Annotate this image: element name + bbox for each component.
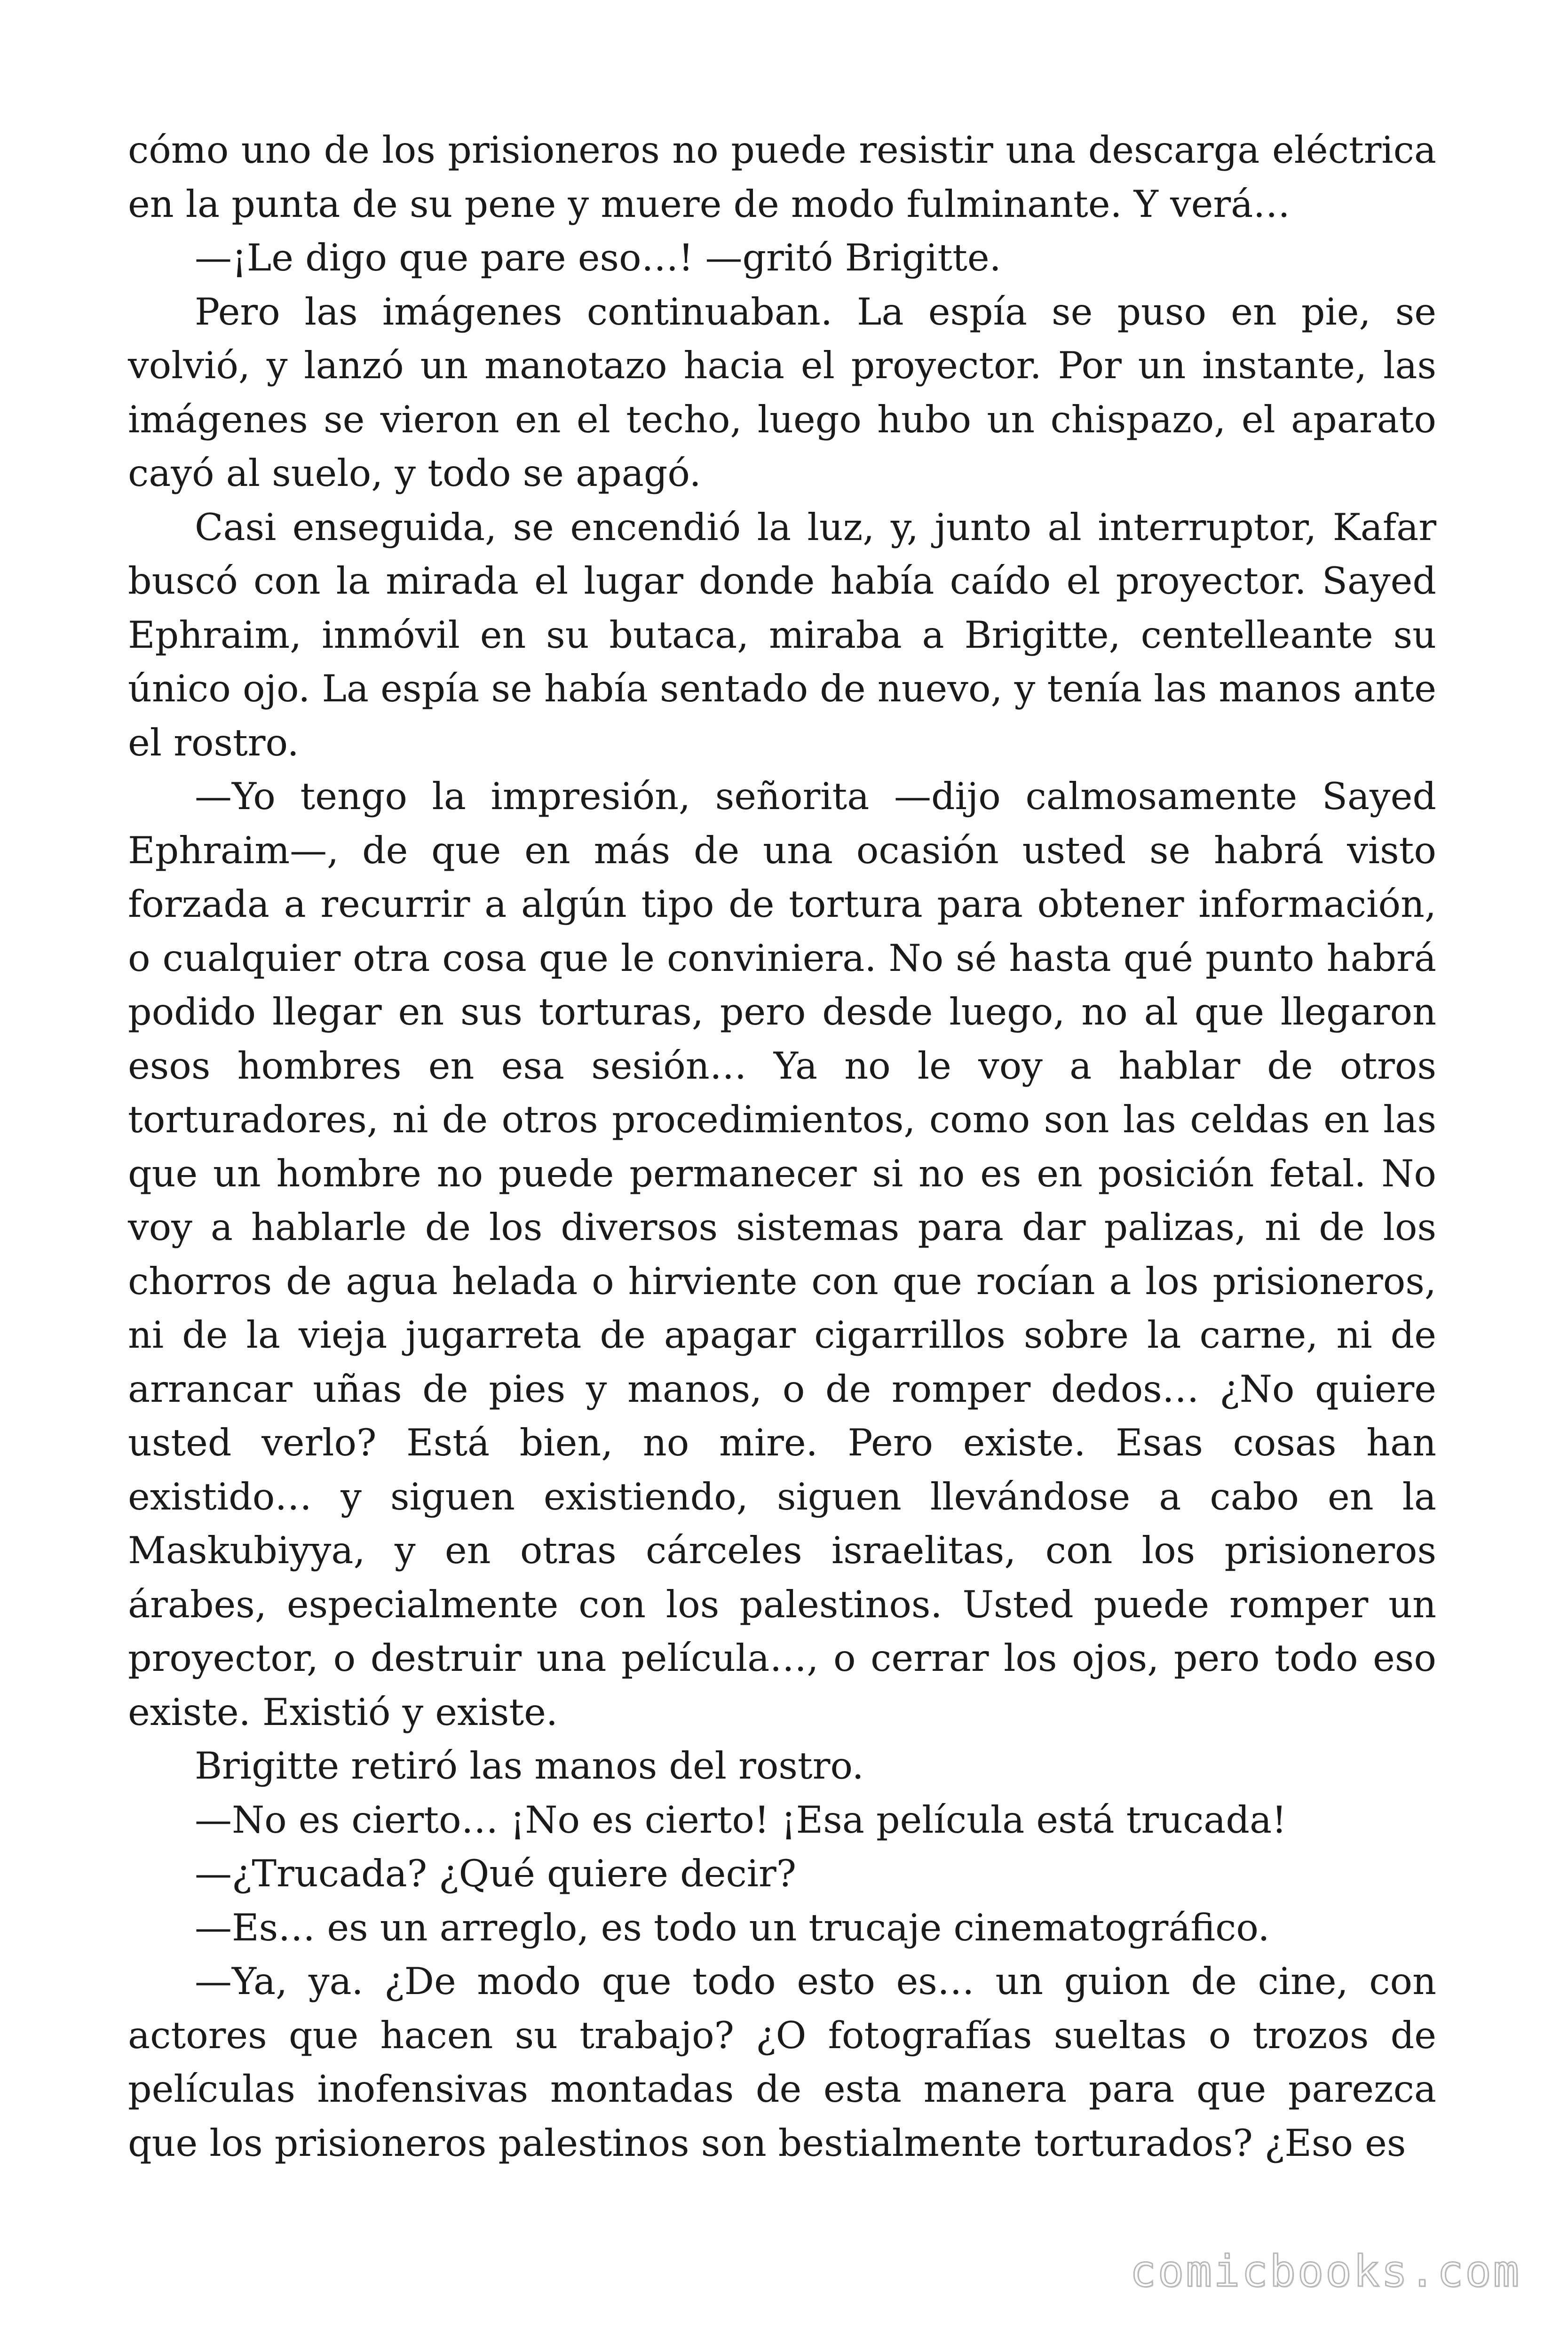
paragraph: Brigitte retiró las manos del rostro. bbox=[195, 1744, 864, 1788]
paragraph: —Ya, ya. ¿De modo que todo esto es… un guion de cine, con actores que hacen su trabajo? ¿O fotografías sueltas o trozos de películas inofensivas montadas de esta manera para que parezca que los prisioneros palestinos son bestialmente torturados? ¿Eso es bbox=[128, 1960, 1436, 2165]
paragraph: —Es… es un arreglo, es todo un trucaje cinematográfico. bbox=[195, 1906, 1270, 1949]
paragraph: —Yo tengo la impresión, señorita —dijo calmosamente Sayed Ephraim—, de que en más de una ocasión usted se habrá visto forzada a recurrir a algún tipo de tortura para obtener información, o cualquier otra cosa que le conviniera. No sé hasta qué punto habrá podido llegar en sus torturas, pero desde luego, no al que llegaron esos hombres en esa sesión… Ya no le voy a hablar de otros torturadores, ni de otros procedimientos, como son las celdas en las que un hombre no puede permanecer si no es en posición fetal. No voy a hablarle de los diversos sistemas para dar palizas, ni de los chorros de agua helada o hirviente con que rocían a los prisioneros, ni de la vieja jugarreta de apagar cigarrillos sobre la carne, ni de arrancar uñas de pies y manos, o de romper dedos… ¿No quiere usted verlo? Está bien, no mire. Pero existe. Esas cosas han existido… y siguen existiendo, siguen llevándose a cabo en la Maskubiyya, y en otras cárceles israelitas, con los prisioneros árabes, especialmente con los palestinos. Usted puede romper un proyector, o destruir una película…, o cerrar los ojos, pero todo eso existe. Existió y existe. bbox=[128, 775, 1436, 1734]
paragraph: —¡Le digo que pare eso…! —gritó Brigitte. bbox=[195, 236, 1001, 279]
body-text bbox=[128, 123, 1436, 2170]
paragraph: —¿Trucada? ¿Qué quiere decir? bbox=[195, 1852, 797, 1895]
watermark: comicbooks.com bbox=[1130, 2246, 1521, 2296]
paragraph: cómo uno de los prisioneros no puede resistir una descarga eléctrica en la punta de su pene y muere de modo fulminante. Y verá… bbox=[128, 128, 1436, 226]
paragraph: Casi enseguida, se encendió la luz, y, junto al interruptor, Kafar buscó con la mirada el lugar donde había caído el proyector. Sayed Ephraim, inmóvil en su butaca, miraba a Brigitte, centelleante su único ojo. La espía se había sentado de nuevo, y tenía las manos ante el rostro. bbox=[128, 505, 1436, 764]
paragraph: Pero las imágenes continuaban. La espía se puso en pie, se volvió, y lanzó un manotazo hacia el proyector. Por un instante, las imágenes se vieron en el techo, luego hubo un chispazo, el aparato cayó al suelo, y todo se apagó. bbox=[128, 290, 1436, 495]
paragraph: —No es cierto… ¡No es cierto! ¡Esa película está trucada! bbox=[195, 1798, 1287, 1842]
